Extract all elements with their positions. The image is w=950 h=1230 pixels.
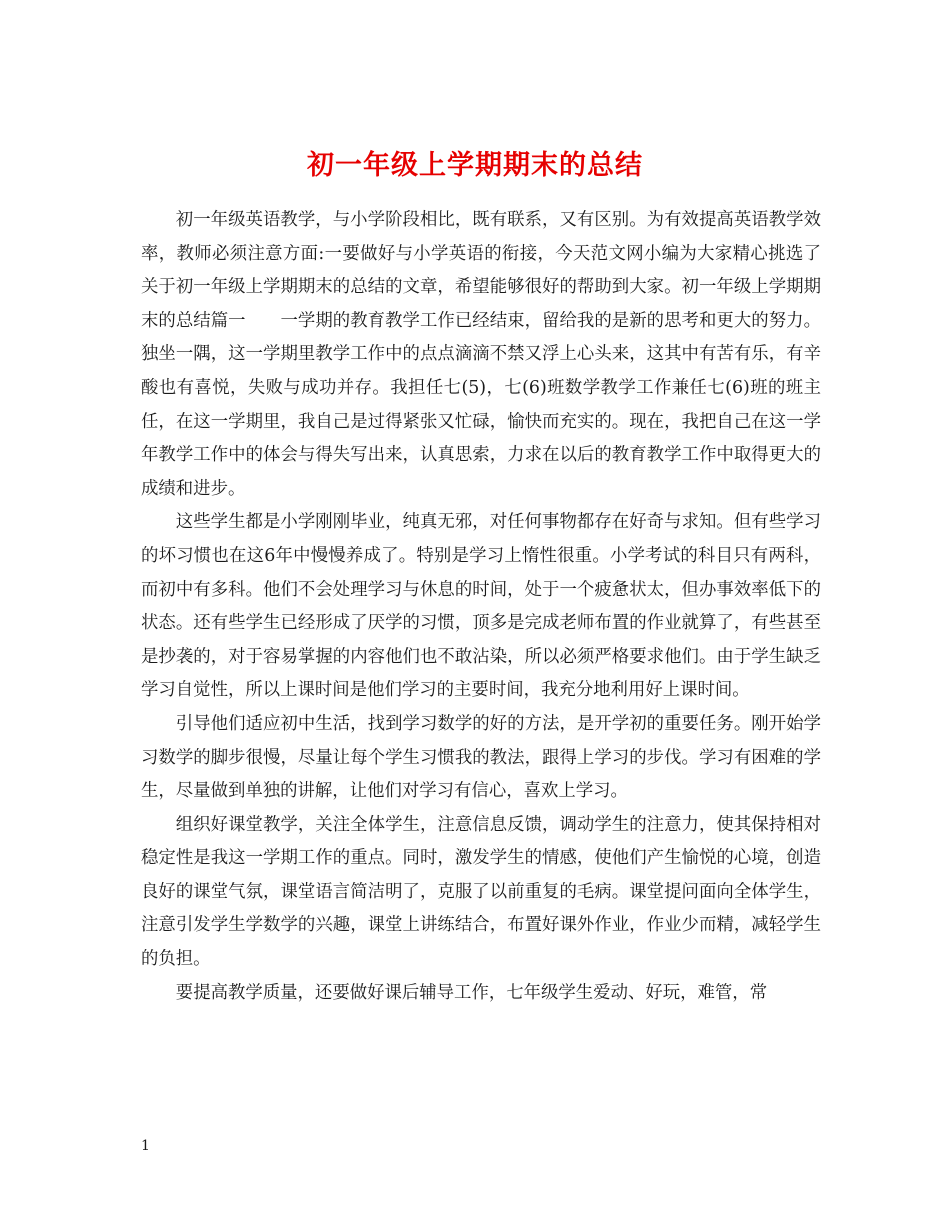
document-body <box>141 204 821 1010</box>
paragraph-4: 组织好课堂教学，关注全体学生，注意信息反馈，调动学生的注意力，使其保持相对稳定性是我这一学期工作的重点。同时，激发学生的情感，使他们产生愉悦的心境，创造良好的课堂气氛，课堂语言简洁明了，克服了以前重复的毛病。课堂提问面向全体学生，注意引发学生学数学的兴趣，课堂上讲练结合，布置好课外作业，作业少而精，减轻学生的负担。 <box>141 814 821 970</box>
paragraph-1: 初一年级英语教学，与小学阶段相比，既有联系，又有区别。为有效提高英语教学效率，教师必须注意方面:一要做好与小学英语的衔接，今天范文网小编为大家精心挑选了关于初一年级上学期期末的总结的文章，希望能够很好的帮助到大家。初一年级上学期期末的总结篇一 一学期的教育教学工作已经结束，留给我的是新的思考和更大的努力。独坐一隅，这一学期里教学工作中的点点滴滴不禁又浮上心头来，这其中有苦有乐，有辛酸也有喜悦，失败与成功并存。我担任七(5)，七(6)班数学教学工作兼任七(6)班的班主任，在这一学期里，我自己是过得紧张又忙碌，愉快而充实的。现在，我把自己在这一学年教学工作中的体会与得失写出来，认真思索，力求在以后的教育教学工作中取得更大的成绩和进步。 <box>141 210 821 499</box>
document-title: 初一年级上学期期末的总结 <box>307 150 643 182</box>
paragraph-2: 这些学生都是小学刚刚毕业，纯真无邪，对任何事物都存在好奇与求知。但有些学习的坏习惯也在这6年中慢慢养成了。特别是学习上惰性很重。小学考试的科目只有两科，而初中有多科。他们不会处理学习与休息的时间，处于一个疲惫状太，但办事效率低下的状态。还有些学生已经形成了厌学的习惯，顶多是完成老师布置的作业就算了，有些甚至是抄袭的，对于容易掌握的内容他们也不敢沾染，所以必须严格要求他们。由于学生缺乏学习自觉性，所以上课时间是他们学习的主要时间，我充分地利用好上课时间。 <box>141 512 821 701</box>
page-number: 1 <box>141 1138 150 1154</box>
paragraph-5: 要提高教学质量，还要做好课后辅导工作，七年级学生爱动、好玩，难管，常 <box>175 982 768 1003</box>
paragraph-3: 引导他们适应初中生活，找到学习数学的好的方法，是开学初的重要任务。刚开始学习数学的脚步很慢，尽量让每个学生习惯我的教法，跟得上学习的步伐。学习有困难的学生，尽量做到单独的讲解，让他们对学习有信心，喜欢上学习。 <box>141 713 821 802</box>
